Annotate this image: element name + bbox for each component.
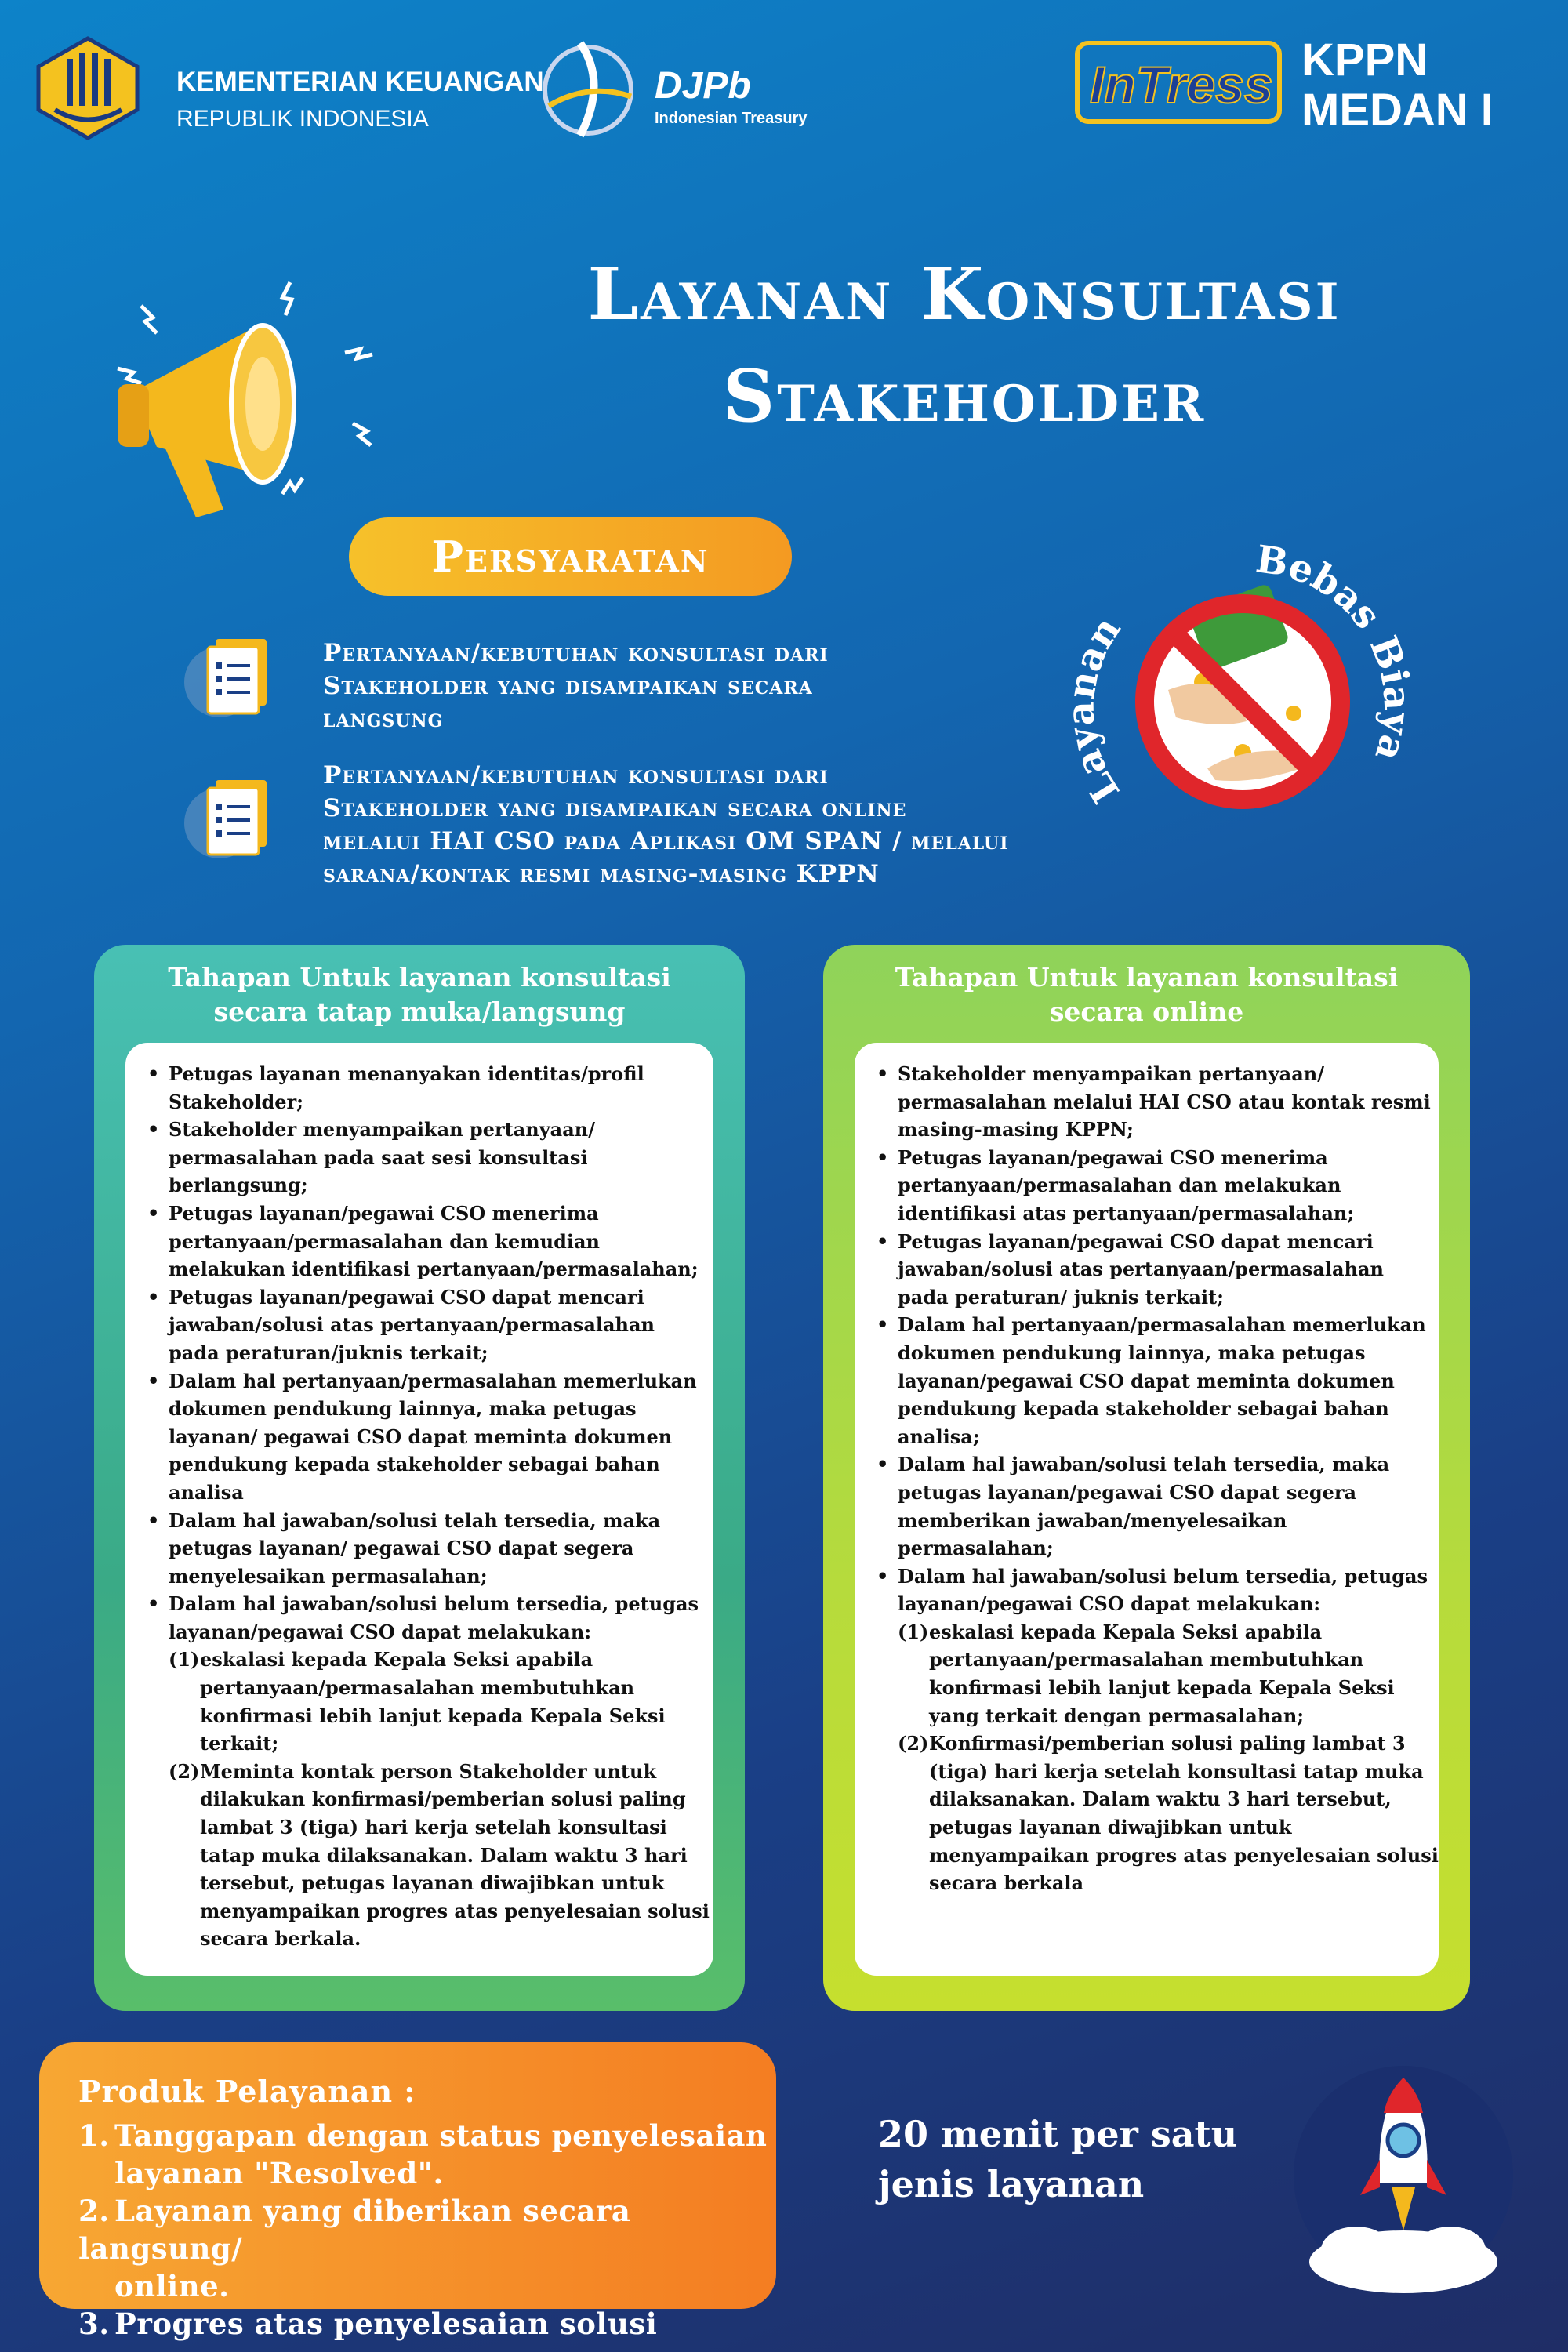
requirement-1-line: langsung <box>323 705 444 733</box>
step-line: identifikasi atas pertanyaan/permasalahan; <box>898 1201 1355 1225</box>
step-line: • Dalam hal pertanyaan/permasalahan memerlukan <box>169 1369 697 1392</box>
card-in-person <box>94 945 745 2011</box>
step-line: • Petugas layanan/pegawai CSO menerima <box>898 1145 1328 1169</box>
service-time-line2: jenis layanan <box>878 2163 1145 2205</box>
list-item <box>78 2117 776 2192</box>
kppn-office-title <box>1301 35 1494 136</box>
step-line: layanan/ pegawai CSO dapat meminta dokumen <box>169 1425 673 1448</box>
item-number: 3. <box>78 2307 110 2341</box>
list-item <box>78 2305 776 2343</box>
service-products-title: Produk Pelayanan : <box>78 2074 416 2109</box>
list-item <box>125 1060 713 1116</box>
service-products-box <box>39 2042 776 2341</box>
sub-item-line: petugas layanan diwajibkan untuk <box>929 1816 1292 1839</box>
list-item <box>125 1283 713 1367</box>
step-line: menyelesaikan permasalahan; <box>169 1564 488 1588</box>
sub-item <box>855 1618 1439 1730</box>
sub-item-line: dilakukan konfirmasi/pemberian solusi paling <box>200 1788 686 1811</box>
step-line: jawaban/solusi atas pertanyaan/permasalahan <box>898 1258 1384 1281</box>
step-line: • Dalam hal pertanyaan/permasalahan memerlukan <box>898 1313 1426 1337</box>
step-line: • Stakeholder menyampaikan pertanyaan/ <box>169 1118 595 1142</box>
list-item <box>855 1311 1439 1450</box>
ministry-emblem-logo <box>35 35 141 141</box>
ministry-line1: KEMENTERIAN KEUANGAN <box>176 67 544 97</box>
intress-logo <box>1074 35 1286 129</box>
list-item <box>125 1507 713 1591</box>
requirement-1-line: Stakeholder yang disampaikan secara <box>323 672 813 700</box>
ministry-name <box>176 67 544 132</box>
list-item <box>855 1450 1439 1562</box>
requirement-2-line: Pertanyaan/kebutuhan konsultasi dari <box>323 761 829 789</box>
steps-list <box>855 1060 1439 1618</box>
djpb-sub: Indonesian Treasury <box>655 110 808 127</box>
item-line: Tanggapan dengan status penyelesaian <box>114 2118 768 2153</box>
title-line2: Stakeholder <box>722 354 1207 438</box>
sub-item-line: tersebut, petugas layanan diwajibkan untuk <box>200 1871 665 1895</box>
step-line: • Dalam hal jawaban/solusi telah tersedia, maka <box>898 1453 1390 1476</box>
list-item <box>855 1144 1439 1228</box>
step-line: pendukung kepada stakeholder sebagai bahan <box>898 1397 1389 1421</box>
card-heading-line: Tahapan Untuk layanan konsultasi <box>168 962 671 993</box>
kppn-line2: MEDAN I <box>1301 85 1494 136</box>
step-line: berlangsung; <box>169 1174 308 1197</box>
item-line: Progres atas penyelesaian solusi <box>114 2307 658 2341</box>
step-line: • Petugas layanan/pegawai CSO dapat mencari <box>169 1285 644 1308</box>
ministry-line2: REPUBLIK INDONESIA <box>176 106 429 132</box>
list-item <box>125 1200 713 1283</box>
document-icon <box>184 627 282 721</box>
item-line: Layanan yang diberikan secara langsung/ <box>78 2194 631 2266</box>
sub-item-line: Konfirmasi/pemberian solusi paling lambat 3 <box>929 1732 1406 1755</box>
step-line: • Petugas layanan/pegawai CSO menerima <box>169 1201 599 1225</box>
step-line: pertanyaan/permasalahan dan melakukan <box>898 1174 1341 1197</box>
step-line: permasalahan; <box>898 1537 1054 1560</box>
step-line: layanan/pegawai CSO dapat melakukan: <box>169 1620 592 1643</box>
step-line: dokumen pendukung lainnya, maka petugas <box>169 1397 637 1421</box>
step-line: melakukan identifikasi pertanyaan/permasalahan; <box>169 1258 699 1281</box>
list-item <box>78 2192 776 2305</box>
sub-item-number: (1) <box>898 1620 929 1643</box>
djpb-name: DJPb <box>655 65 751 107</box>
sub-item-line: menyampaikan progres atas penyelesaian solusi <box>200 1899 710 1922</box>
step-line: petugas layanan/pegawai CSO dapat segera <box>898 1480 1357 1504</box>
step-line: layanan/pegawai CSO dapat meminta dokumen <box>898 1369 1395 1392</box>
sub-item-line: lambat 3 (tiga) hari kerja setelah konsultasi <box>200 1816 667 1839</box>
megaphone-icon <box>86 259 416 541</box>
sub-item-line: eskalasi kepada Kepala Seksi apabila <box>200 1648 593 1671</box>
step-line: pada peraturan/juknis terkait; <box>169 1341 488 1364</box>
requirement-1-line: Pertanyaan/kebutuhan konsultasi dari <box>323 639 829 667</box>
requirement-2-line: melalui HAI CSO pada Aplikasi OM SPAN / melalui <box>323 827 1009 855</box>
requirement-item-2 <box>323 759 1009 891</box>
card-heading-line: secara online <box>1049 996 1244 1027</box>
step-line: • Dalam hal jawaban/solusi telah tersedia, maka <box>169 1508 661 1532</box>
card-heading-line: secara tatap muka/langsung <box>213 996 626 1027</box>
item-line: layanan "Resolved". <box>114 2156 444 2190</box>
step-line: pada peraturan/ juknis terkait; <box>898 1285 1225 1308</box>
list-item <box>125 1590 713 1646</box>
list-item <box>855 1563 1439 1618</box>
sub-item-line: secara berkala. <box>200 1927 361 1951</box>
step-line: analisa <box>169 1480 244 1504</box>
steps-list <box>125 1060 713 1646</box>
step-line: permasalahan melalui HAI CSO atau kontak resmi <box>898 1090 1431 1113</box>
step-line: jawaban/solusi atas pertanyaan/permasalahan <box>169 1313 655 1337</box>
badge-text-left: La an <box>1066 609 1130 811</box>
step-line: analisa; <box>898 1425 980 1448</box>
sub-item <box>855 1730 1439 1897</box>
sub-item-line: tatap muka dilaksanakan. Dalam waktu 3 hari <box>200 1843 688 1867</box>
sub-item-line: pertanyaan/permasalahan membutuhkan <box>200 1676 635 1700</box>
step-line: permasalahan pada saat sesi konsultasi <box>169 1145 588 1169</box>
step-line: petugas layanan/ pegawai CSO dapat segera <box>169 1537 634 1560</box>
card-in-person-body <box>125 1043 713 1976</box>
card-online-heading <box>839 960 1454 1029</box>
sub-item-line: yang terkait dengan permasalahan; <box>929 1704 1305 1727</box>
document-icon <box>184 768 282 862</box>
step-line: • Petugas layanan menanyakan identitas/profil <box>169 1062 644 1085</box>
service-products-list <box>78 2117 776 2343</box>
item-line: online. <box>114 2269 230 2303</box>
sub-item-line: pertanyaan/permasalahan membutuhkan <box>929 1648 1364 1671</box>
sub-item-line: konfirmasi lebih lanjut kepada Kepala Seksi <box>929 1676 1395 1700</box>
card-online <box>823 945 1470 2011</box>
step-line: • Dalam hal jawaban/solusi belum tersedia, petugas <box>169 1592 699 1616</box>
step-line: pertanyaan/permasalahan dan kemudian <box>169 1229 600 1253</box>
item-number: 1. <box>78 2118 110 2153</box>
requirement-2-line: Stakeholder yang disampaikan secara online <box>323 794 907 822</box>
free-service-badge <box>1066 533 1411 862</box>
badge-text-right: Bebas B a <box>1253 537 1411 767</box>
step-line: masing-masing KPPN; <box>898 1118 1134 1142</box>
card-online-body <box>855 1043 1439 1976</box>
sub-item-number: (2) <box>898 1732 929 1755</box>
requirement-2-line: sarana/kontak resmi masing-masing KPPN <box>323 860 880 888</box>
step-line: • Stakeholder menyampaikan pertanyaan/ <box>898 1062 1324 1085</box>
list-item <box>855 1228 1439 1312</box>
requirement-item-1 <box>323 637 829 735</box>
djpb-logo <box>533 35 831 141</box>
service-time-line1: 20 menit per satu <box>878 2113 1238 2155</box>
sub-item-line: dilaksanakan. Dalam waktu 3 hari tersebut, <box>929 1788 1392 1811</box>
sub-item-line: secara berkala <box>929 1871 1084 1895</box>
service-time-text <box>878 2109 1270 2209</box>
title-line1: Layanan Konsultasi <box>587 252 1341 336</box>
list-item <box>125 1367 713 1507</box>
page-title <box>423 243 1505 447</box>
persyaratan-label: Persyaratan <box>349 517 792 596</box>
item-number: 2. <box>78 2194 110 2228</box>
card-heading-line: Tahapan Untuk layanan konsultasi <box>895 962 1399 993</box>
step-line: dokumen pendukung lainnya, maka petugas <box>898 1341 1366 1364</box>
sub-item-line: terkait; <box>200 1732 279 1755</box>
rocket-icon <box>1286 2050 1521 2301</box>
step-line: memberikan jawaban/menyelesaikan <box>898 1508 1287 1532</box>
sub-item-line: eskalasi kepada Kepala Seksi apabila <box>929 1620 1323 1643</box>
list-item <box>855 1060 1439 1144</box>
sub-item-line: menyampaikan progres atas penyelesaian solusi <box>929 1843 1439 1867</box>
sub-item-line: (tiga) hari kerja setelah konsultasi tatap muka <box>929 1759 1424 1783</box>
sub-item-line: Meminta kontak person Stakeholder untuk <box>200 1759 657 1783</box>
step-line: layanan/pegawai CSO dapat melakukan: <box>898 1592 1321 1616</box>
card-in-person-heading <box>110 960 729 1029</box>
list-item <box>125 1116 713 1200</box>
intress-text: InTress <box>1090 56 1273 114</box>
sub-item-number: (1) <box>169 1648 200 1671</box>
step-line: • Petugas layanan/pegawai CSO dapat mencari <box>898 1229 1374 1253</box>
kppn-line1: KPPN <box>1301 34 1428 85</box>
step-line: Stakeholder; <box>169 1090 303 1113</box>
sub-item <box>125 1646 713 1757</box>
sub-item-number: (2) <box>169 1759 200 1783</box>
sub-item <box>125 1758 713 1953</box>
step-line: pendukung kepada stakeholder sebagai bahan <box>169 1453 660 1476</box>
sub-item-line: konfirmasi lebih lanjut kepada Kepala Seksi <box>200 1704 666 1727</box>
step-line: • Dalam hal jawaban/solusi belum tersedia, petugas <box>898 1564 1428 1588</box>
